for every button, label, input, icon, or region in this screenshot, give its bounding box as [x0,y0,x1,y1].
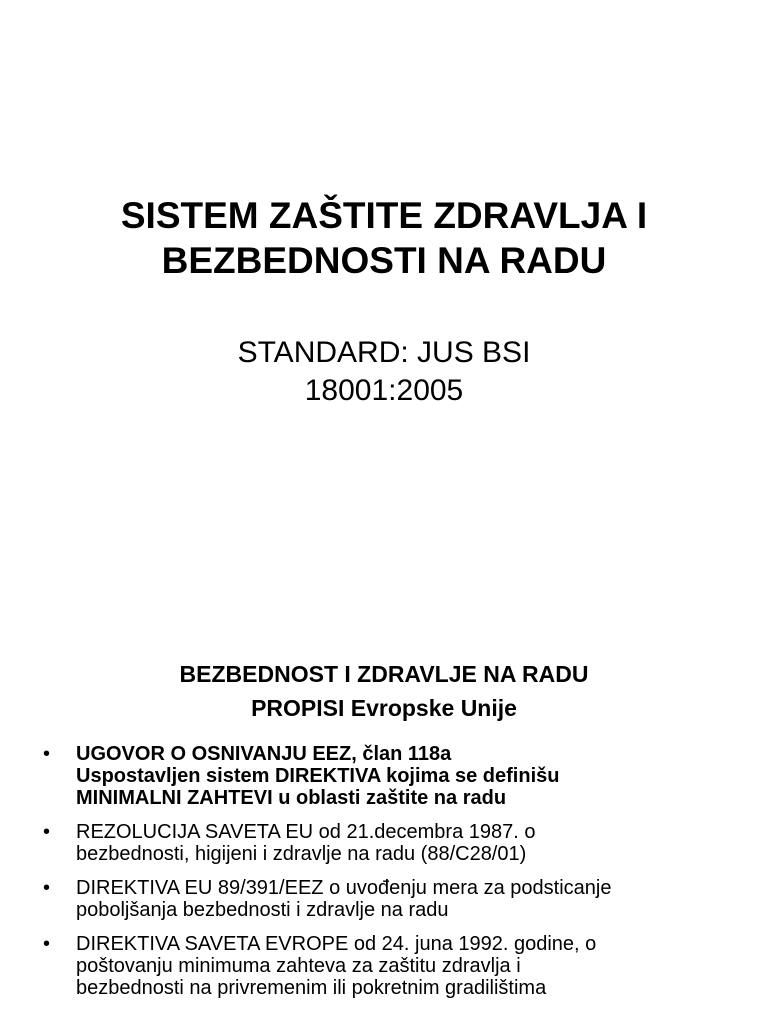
bullet-4-line-2: poštovanju minimuma zahteva za zaštitu zdravlja i [76,955,521,977]
bullet-item-1 [0,743,768,809]
bullet-dot-icon: • [43,933,51,955]
bullet-1-bold-text: UGOVOR O OSNIVANJU EEZ, [76,743,357,765]
bullet-1-line-2-b: DIREKTIVA [274,765,381,787]
bullet-1-line-3-b: u oblasti zaštite na radu [272,787,507,809]
bullet-4-line-3: bezbednosti na privremenim ili pokretnim gradilištima [76,977,547,999]
bullet-1-line-2-a: Uspostavljen sistem [76,765,275,787]
bullet-3-line-2: poboljšanja bezbednosti i zdravlje na radu [76,899,449,921]
bullet-2-line-2: bezbednosti, higijeni i zdravlje na radu (88/C28/01) [76,843,527,865]
bullet-1-line-3 [76,787,748,809]
bullet-4-line-1: DIREKTIVA SAVETA EVROPE od 24. juna 1992. godine, o [76,933,597,955]
subtitle-line-1: STANDARD: JUS BSI [237,336,531,369]
bullet-1-line-2-c: kojima se definišu [380,765,560,787]
bullet-dot-icon: • [43,877,51,899]
bullet-3-line-1: DIREKTIVA EU 89/391/EEZ o uvođenju mera za podsticanje [76,877,612,899]
bullet-list [0,743,768,1011]
slide-2 [0,600,768,1024]
slide-2-heading [0,657,768,725]
heading-line-2: PROPISI Evropske Unije [251,695,517,721]
bullet-2-line-1: REZOLUCIJA SAVETA EU od 21.decembra 1987. o [76,821,536,843]
bullet-item-3 [0,877,768,921]
bullet-1-line-3-a: MINIMALNI ZAHTEVI [76,787,273,809]
heading-line-1: BEZBEDNOST I ZDRAVLJE NA RADU [179,661,589,687]
bullet-1-text: član 118a [356,743,452,765]
bullet-item-4 [0,933,768,999]
bullet-1-line-2 [76,765,748,787]
slide-1-title [0,193,768,283]
slide-1-subtitle [0,334,768,410]
bullet-1-line-1 [76,743,748,765]
bullet-dot-icon: • [43,821,51,843]
title-line-1: SISTEM ZAŠTITE ZDRAVLJA I [120,195,648,236]
subtitle-line-2: 18001:2005 [304,374,464,407]
title-line-2: BEZBEDNOSTI NA RADU [161,240,607,281]
bullet-item-2 [0,821,768,865]
bullet-dot-icon: • [43,743,51,765]
